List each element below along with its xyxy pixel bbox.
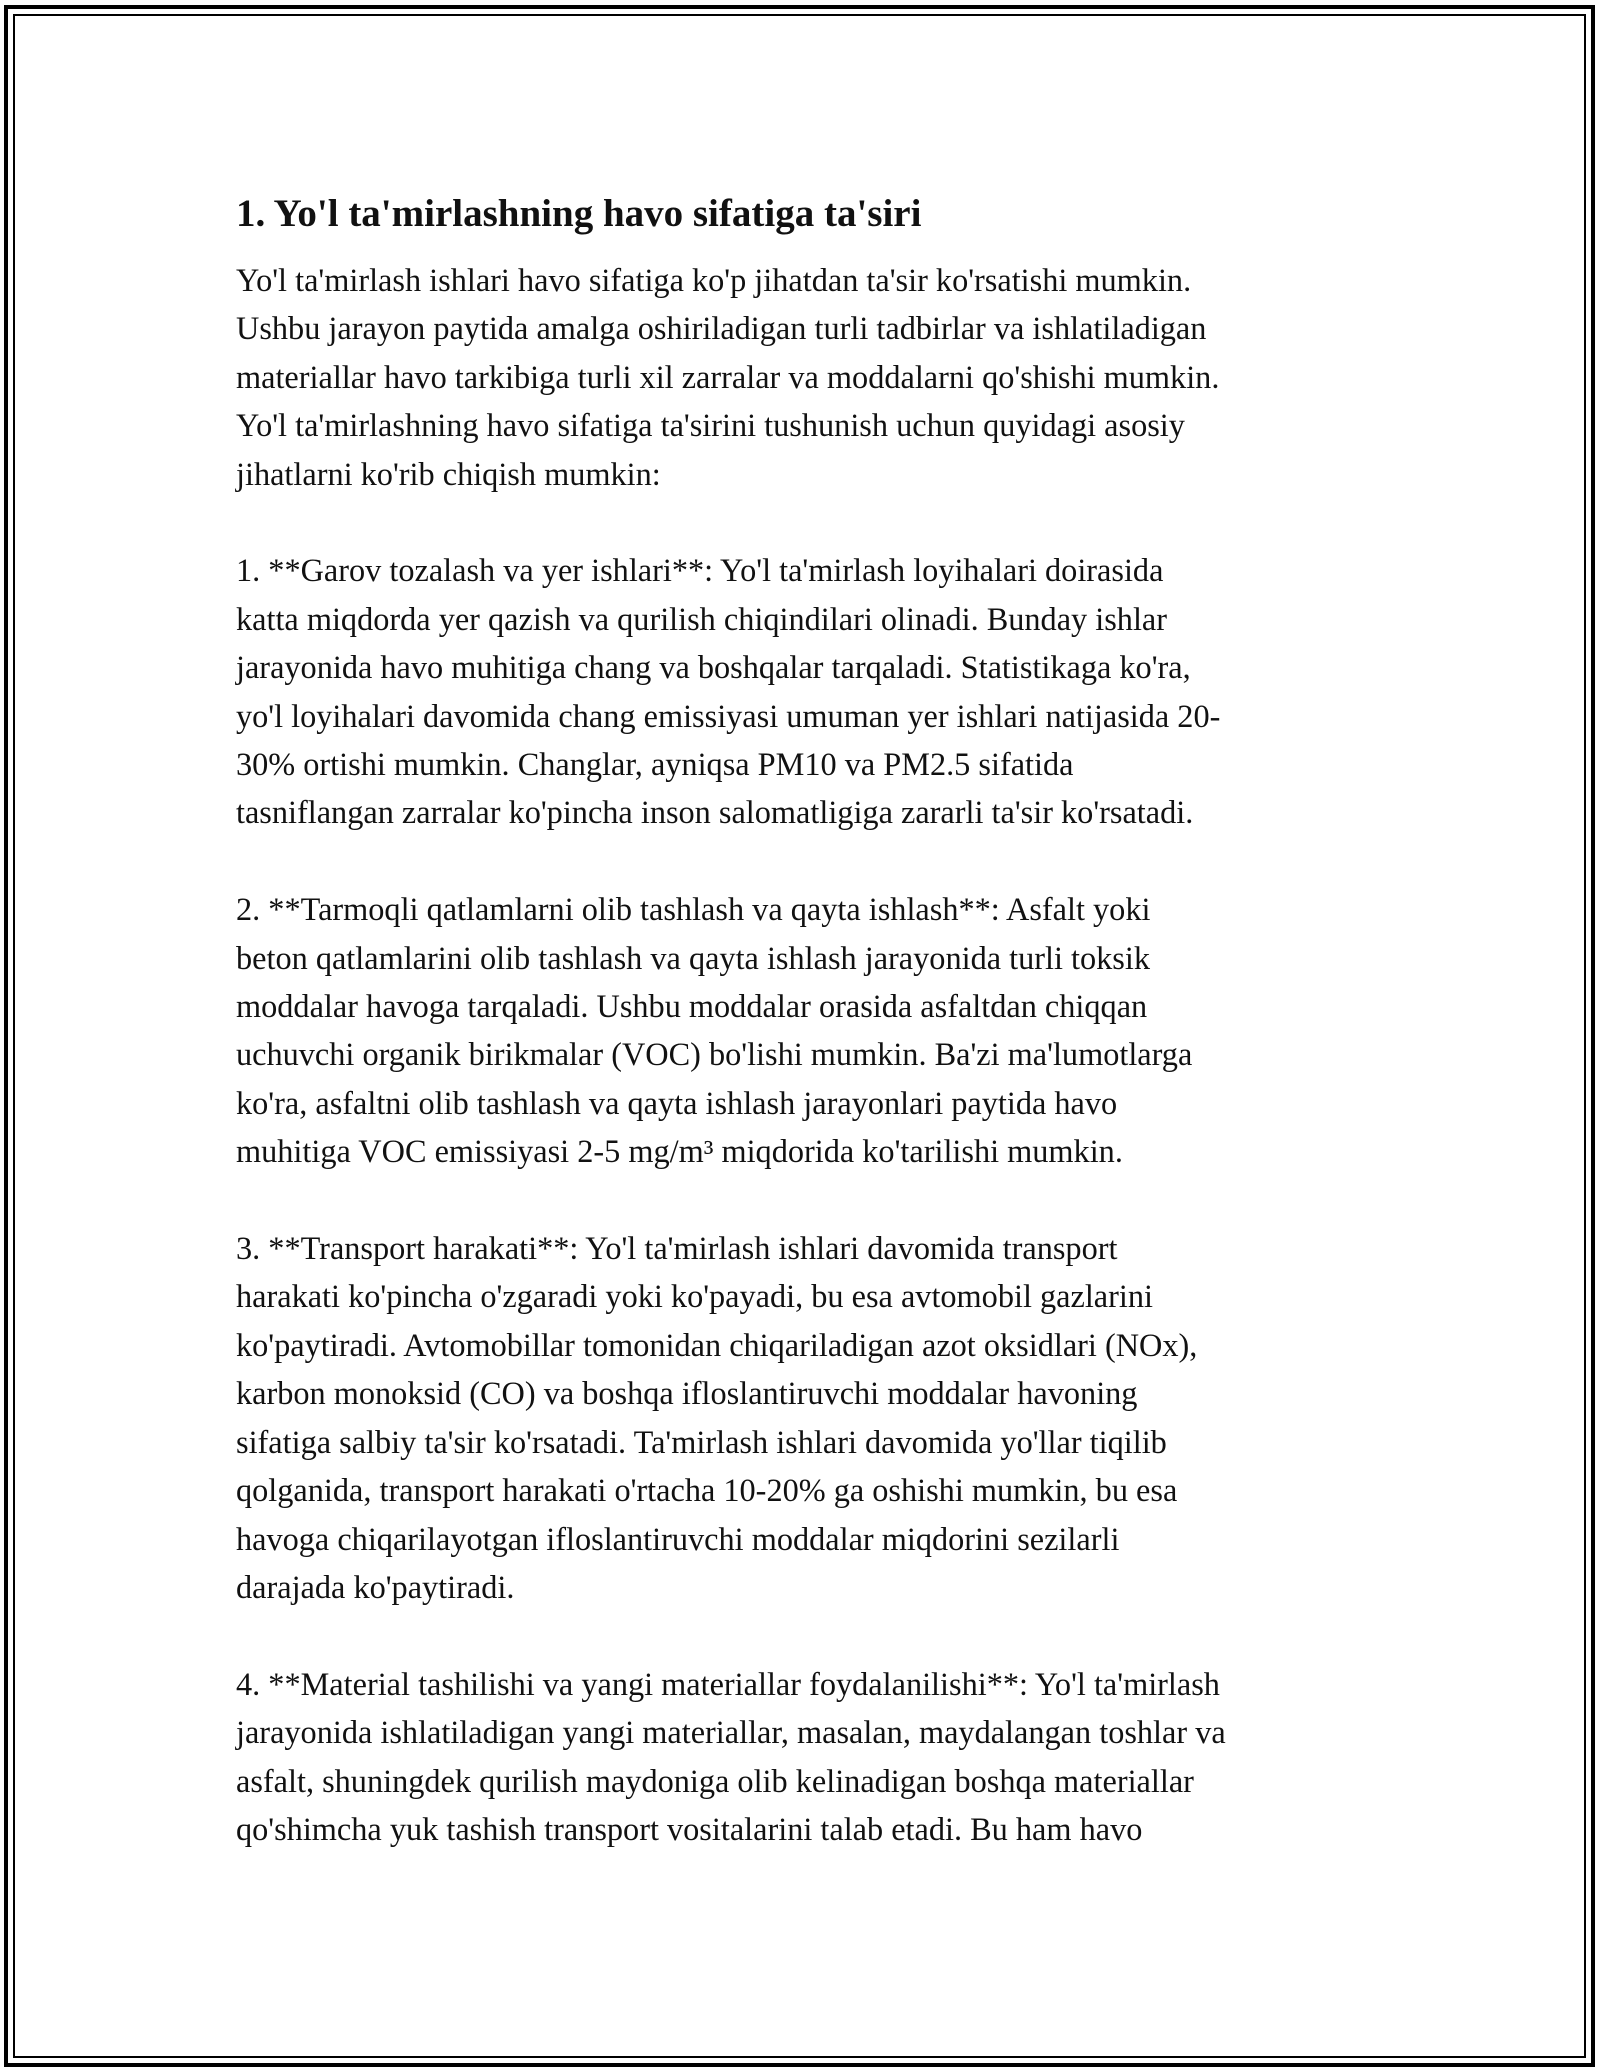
document-body (236, 186, 1366, 1902)
text-line: jarayonida havo muhitiga chang va boshqalar tarqaladi. Statistikaga ko'ra, (236, 649, 1191, 686)
text-line: havoga chiqarilayotgan ifloslantiruvchi moddalar miqdorini sezilarli (236, 1520, 1120, 1557)
text-line: 4. **Material tashilishi va yangi materiallar foydalanilishi**: Yo'l ta'mirlash (236, 1665, 1220, 1702)
intro-paragraph (236, 256, 1366, 498)
text-line: ko'ra, asfaltni olib tashlash va qayta ishlash jarayonlari paytida havo (236, 1084, 1118, 1121)
text-line: jihatlarni ko'rib chiqish mumkin: (236, 455, 661, 492)
text-line: Ushbu jarayon paytida amalga oshiriladigan turli tadbirlar va ishlatiladigan (236, 310, 1207, 347)
text-line: darajada ko'paytiradi. (236, 1568, 515, 1605)
text-line: asfalt, shuningdek qurilish maydoniga olib kelinadigan boshqa materiallar (236, 1762, 1194, 1799)
list-item-4-paragraph (236, 1660, 1366, 1854)
text-line: sifatiga salbiy ta'sir ko'rsatadi. Ta'mirlash ishlari davomida yo'llar tiqilib (236, 1423, 1167, 1460)
list-item-3-paragraph (236, 1224, 1366, 1611)
text-line: 3. **Transport harakati**: Yo'l ta'mirlash ishlari davomida transport (236, 1230, 1118, 1267)
text-line: karbon monoksid (CO) va boshqa ifloslantiruvchi moddalar havoning (236, 1375, 1138, 1412)
text-line: qolganida, transport harakati o'rtacha 10-20% ga oshishi mumkin, bu esa (236, 1472, 1178, 1509)
text-line: 1. **Garov tozalash va yer ishlari**: Yo'l ta'mirlash loyihalari doirasida (236, 552, 1164, 589)
text-line: 2. **Tarmoqli qatlamlarni olib tashlash va qayta ishlash**: Asfalt yoki (236, 891, 1151, 928)
text-line: harakati ko'pincha o'zgaradi yoki ko'payadi, bu esa avtomobil gazlarini (236, 1278, 1153, 1315)
text-line: moddalar havoga tarqaladi. Ushbu moddalar orasida asfaltdan chiqqan (236, 988, 1148, 1025)
list-item-1-paragraph (236, 546, 1366, 836)
text-line: ko'paytiradi. Avtomobillar tomonidan chiqariladigan azot oksidlari (NOx), (236, 1326, 1198, 1363)
list-item-2-paragraph (236, 885, 1366, 1175)
text-line: qo'shimcha yuk tashish transport vositalarini talab etadi. Bu ham havo (236, 1810, 1143, 1847)
text-line: Yo'l ta'mirlashning havo sifatiga ta'sirini tushunish uchun quyidagi asosiy (236, 407, 1185, 444)
text-line: materiallar havo tarkibiga turli xil zarralar va moddalarni qo'shishi mumkin. (236, 358, 1220, 395)
section-title: 1. Yo'l ta'mirlashning havo sifatiga ta'siri (236, 192, 922, 235)
text-line: katta miqdorda yer qazish va qurilish chiqindilari olinadi. Bunday ishlar (236, 600, 1168, 637)
text-line: yo'l loyihalari davomida chang emissiyasi umuman yer ishlari natijasida 20- (236, 697, 1221, 734)
text-line: jarayonida ishlatiladigan yangi materiallar, masalan, maydalangan toshlar va (236, 1714, 1226, 1751)
text-line: beton qatlamlarini olib tashlash va qayta ishlash jarayonida turli toksik (236, 939, 1150, 976)
text-line: 30% ortishi mumkin. Changlar, ayniqsa PM10 va PM2.5 sifatida (236, 746, 1074, 783)
text-line: uchuvchi organik birikmalar (VOC) bo'lishi mumkin. Ba'zi ma'lumotlarga (236, 1036, 1193, 1073)
text-line: muhitiga VOC emissiyasi 2-5 mg/m³ miqdorida ko'tarilishi mumkin. (236, 1133, 1123, 1170)
text-line: tasniflangan zarralar ko'pincha inson salomatligiga zararli ta'sir ko'rsatadi. (236, 794, 1194, 831)
text-line: Yo'l ta'mirlash ishlari havo sifatiga ko'p jihatdan ta'sir ko'rsatishi mumkin. (236, 262, 1192, 298)
